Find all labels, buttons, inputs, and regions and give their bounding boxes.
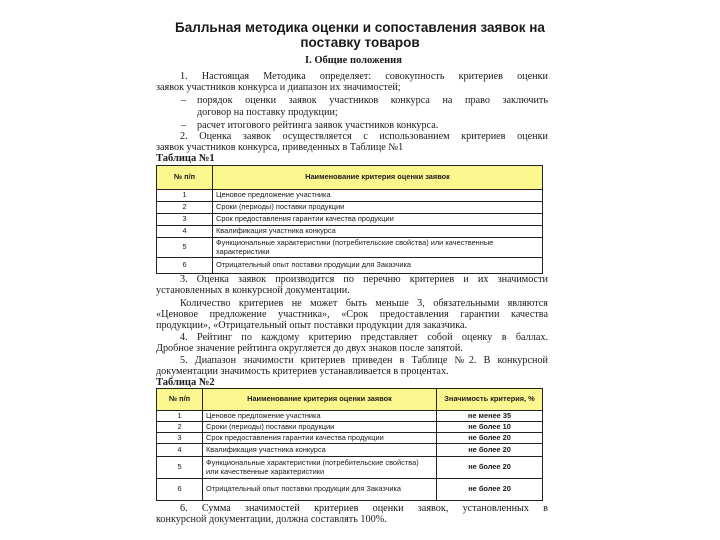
section-heading: I. Общие положения	[305, 55, 402, 66]
document-title	[120, 20, 600, 50]
table-cell-criterion: Отрицательный опыт поставки продукции для Заказчика	[203, 479, 437, 501]
table-cell-criterion: Квалификация участника конкурса	[203, 444, 437, 457]
paragraph-line: конкурсной документации, должна составлять 100%.	[156, 514, 387, 525]
table-header-cell: № п/п	[157, 166, 213, 190]
paragraph-line: 1. Настоящая Методика определяет: совокупность критериев оценки	[180, 71, 548, 82]
table-cell-significance: не более 20	[437, 457, 543, 479]
list-item-line: порядок оценки заявок участников конкурса на право заключить	[197, 95, 548, 106]
table-cell-num: 5	[157, 238, 213, 258]
paragraph-line: заявок участников конкурса, приведенных в Таблице №1	[156, 142, 404, 153]
paragraph-line: 3. Оценка заявок производится по перечню критериев и их значимости	[180, 274, 548, 285]
table-cell-criterion: Отрицательный опыт поставки продукции для Заказчика	[213, 258, 543, 274]
paragraph-line: 6. Сумма значимостей критериев оценки заявок, установленных в	[180, 503, 548, 514]
list-dash: –	[181, 95, 187, 106]
table-cell-num: 2	[157, 202, 213, 214]
table-cell-significance: не более 10	[437, 422, 543, 433]
paragraph-line: Количество критериев не может быть меньше 3, обязательными являются	[180, 298, 548, 309]
table-cell-num: 1	[157, 190, 213, 202]
table-cell-num: 1	[157, 411, 203, 422]
table-cell-criterion: Квалификация участника конкурса	[213, 226, 543, 238]
table-cell-criterion: Ценовое предложение участника	[213, 190, 543, 202]
table-cell-num: 3	[157, 214, 213, 226]
table-row	[157, 214, 543, 226]
table-row	[157, 258, 543, 274]
criteria-table-2	[156, 388, 543, 501]
table-cell-significance: не более 20	[437, 433, 543, 444]
table-row	[157, 202, 543, 214]
list-dash: –	[181, 120, 187, 131]
table-cell-num: 4	[157, 444, 203, 457]
table-header-cell: № п/п	[157, 389, 203, 411]
paragraph-line: документации значимость критериев устанавливается в процентах.	[156, 366, 449, 377]
title-line: поставку товаров	[300, 35, 420, 50]
table-header-row	[157, 389, 543, 411]
table-header-row	[157, 166, 543, 190]
table-row	[157, 444, 543, 457]
table-cell-num: 5	[157, 457, 203, 479]
table-row	[157, 238, 543, 258]
table-cell-criterion: Функциональные характеристики (потребительские свойства) или качественные характеристики	[203, 457, 437, 479]
paragraph-line: заявок участников конкурса и диапазон их значимостей;	[156, 82, 401, 93]
table-row	[157, 411, 543, 422]
table-header-cell: Значимость критерия, %	[437, 389, 543, 411]
table-cell-criterion: Срок предоставления гарантии качества продукции	[213, 214, 543, 226]
table-cell-num: 4	[157, 226, 213, 238]
table-cell-num: 2	[157, 422, 203, 433]
table-cell-significance: не более 20	[437, 479, 543, 501]
table-caption: Таблица №1	[156, 153, 215, 164]
table-cell-num: 6	[157, 258, 213, 274]
list-item-line: расчет итогового рейтинга заявок участников конкурса.	[197, 120, 439, 131]
paragraph-line: 5. Диапазон значимости критериев приведен в Таблице №2. В конкурсной	[180, 355, 548, 366]
table-row	[157, 479, 543, 501]
table-row	[157, 422, 543, 433]
paragraph-line: Дробное значение рейтинга округляется до двух знаков после запятой.	[156, 343, 463, 354]
table-cell-significance: не более 20	[437, 444, 543, 457]
table-cell-criterion: Сроки (периоды) поставки продукции	[213, 202, 543, 214]
table-cell-significance: не менее 35	[437, 411, 543, 422]
paragraph-line: 4. Рейтинг по каждому критерию представляет собой оценку в баллах.	[180, 332, 548, 343]
paragraph-line: 2. Оценка заявок осуществляется с использованием критериев оценки	[180, 131, 548, 142]
table-cell-criterion: Ценовое предложение участника	[203, 411, 437, 422]
paragraph-line: «Ценовое предложение участника», «Срок предоставления гарантии качества	[156, 309, 548, 320]
table-cell-criterion: Срок предоставления гарантии качества продукции	[203, 433, 437, 444]
list-item-line: договор на поставку продукции;	[197, 107, 338, 118]
table-row	[157, 433, 543, 444]
table-cell-criterion: Сроки (периоды) поставки продукции	[203, 422, 437, 433]
table-row	[157, 190, 543, 202]
table-cell-num: 3	[157, 433, 203, 444]
paragraph-line: установленных в конкурсной документации.	[156, 285, 350, 296]
table-row	[157, 226, 543, 238]
table-header-cell: Наименование критерия оценки заявок	[203, 389, 437, 411]
table-header-cell: Наименование критерия оценки заявок	[213, 166, 543, 190]
table-row	[157, 457, 543, 479]
title-line: Балльная методика оценки и сопоставления заявок на	[175, 20, 545, 35]
table-caption: Таблица №2	[156, 377, 215, 388]
table-cell-criterion: Функциональные характеристики (потребительские свойства) или качественные характеристики	[213, 238, 543, 258]
criteria-table-1	[156, 165, 543, 274]
paragraph-line: продукции», «Отрицательный опыт поставки продукции для заказчика.	[156, 320, 468, 331]
table-cell-num: 6	[157, 479, 203, 501]
